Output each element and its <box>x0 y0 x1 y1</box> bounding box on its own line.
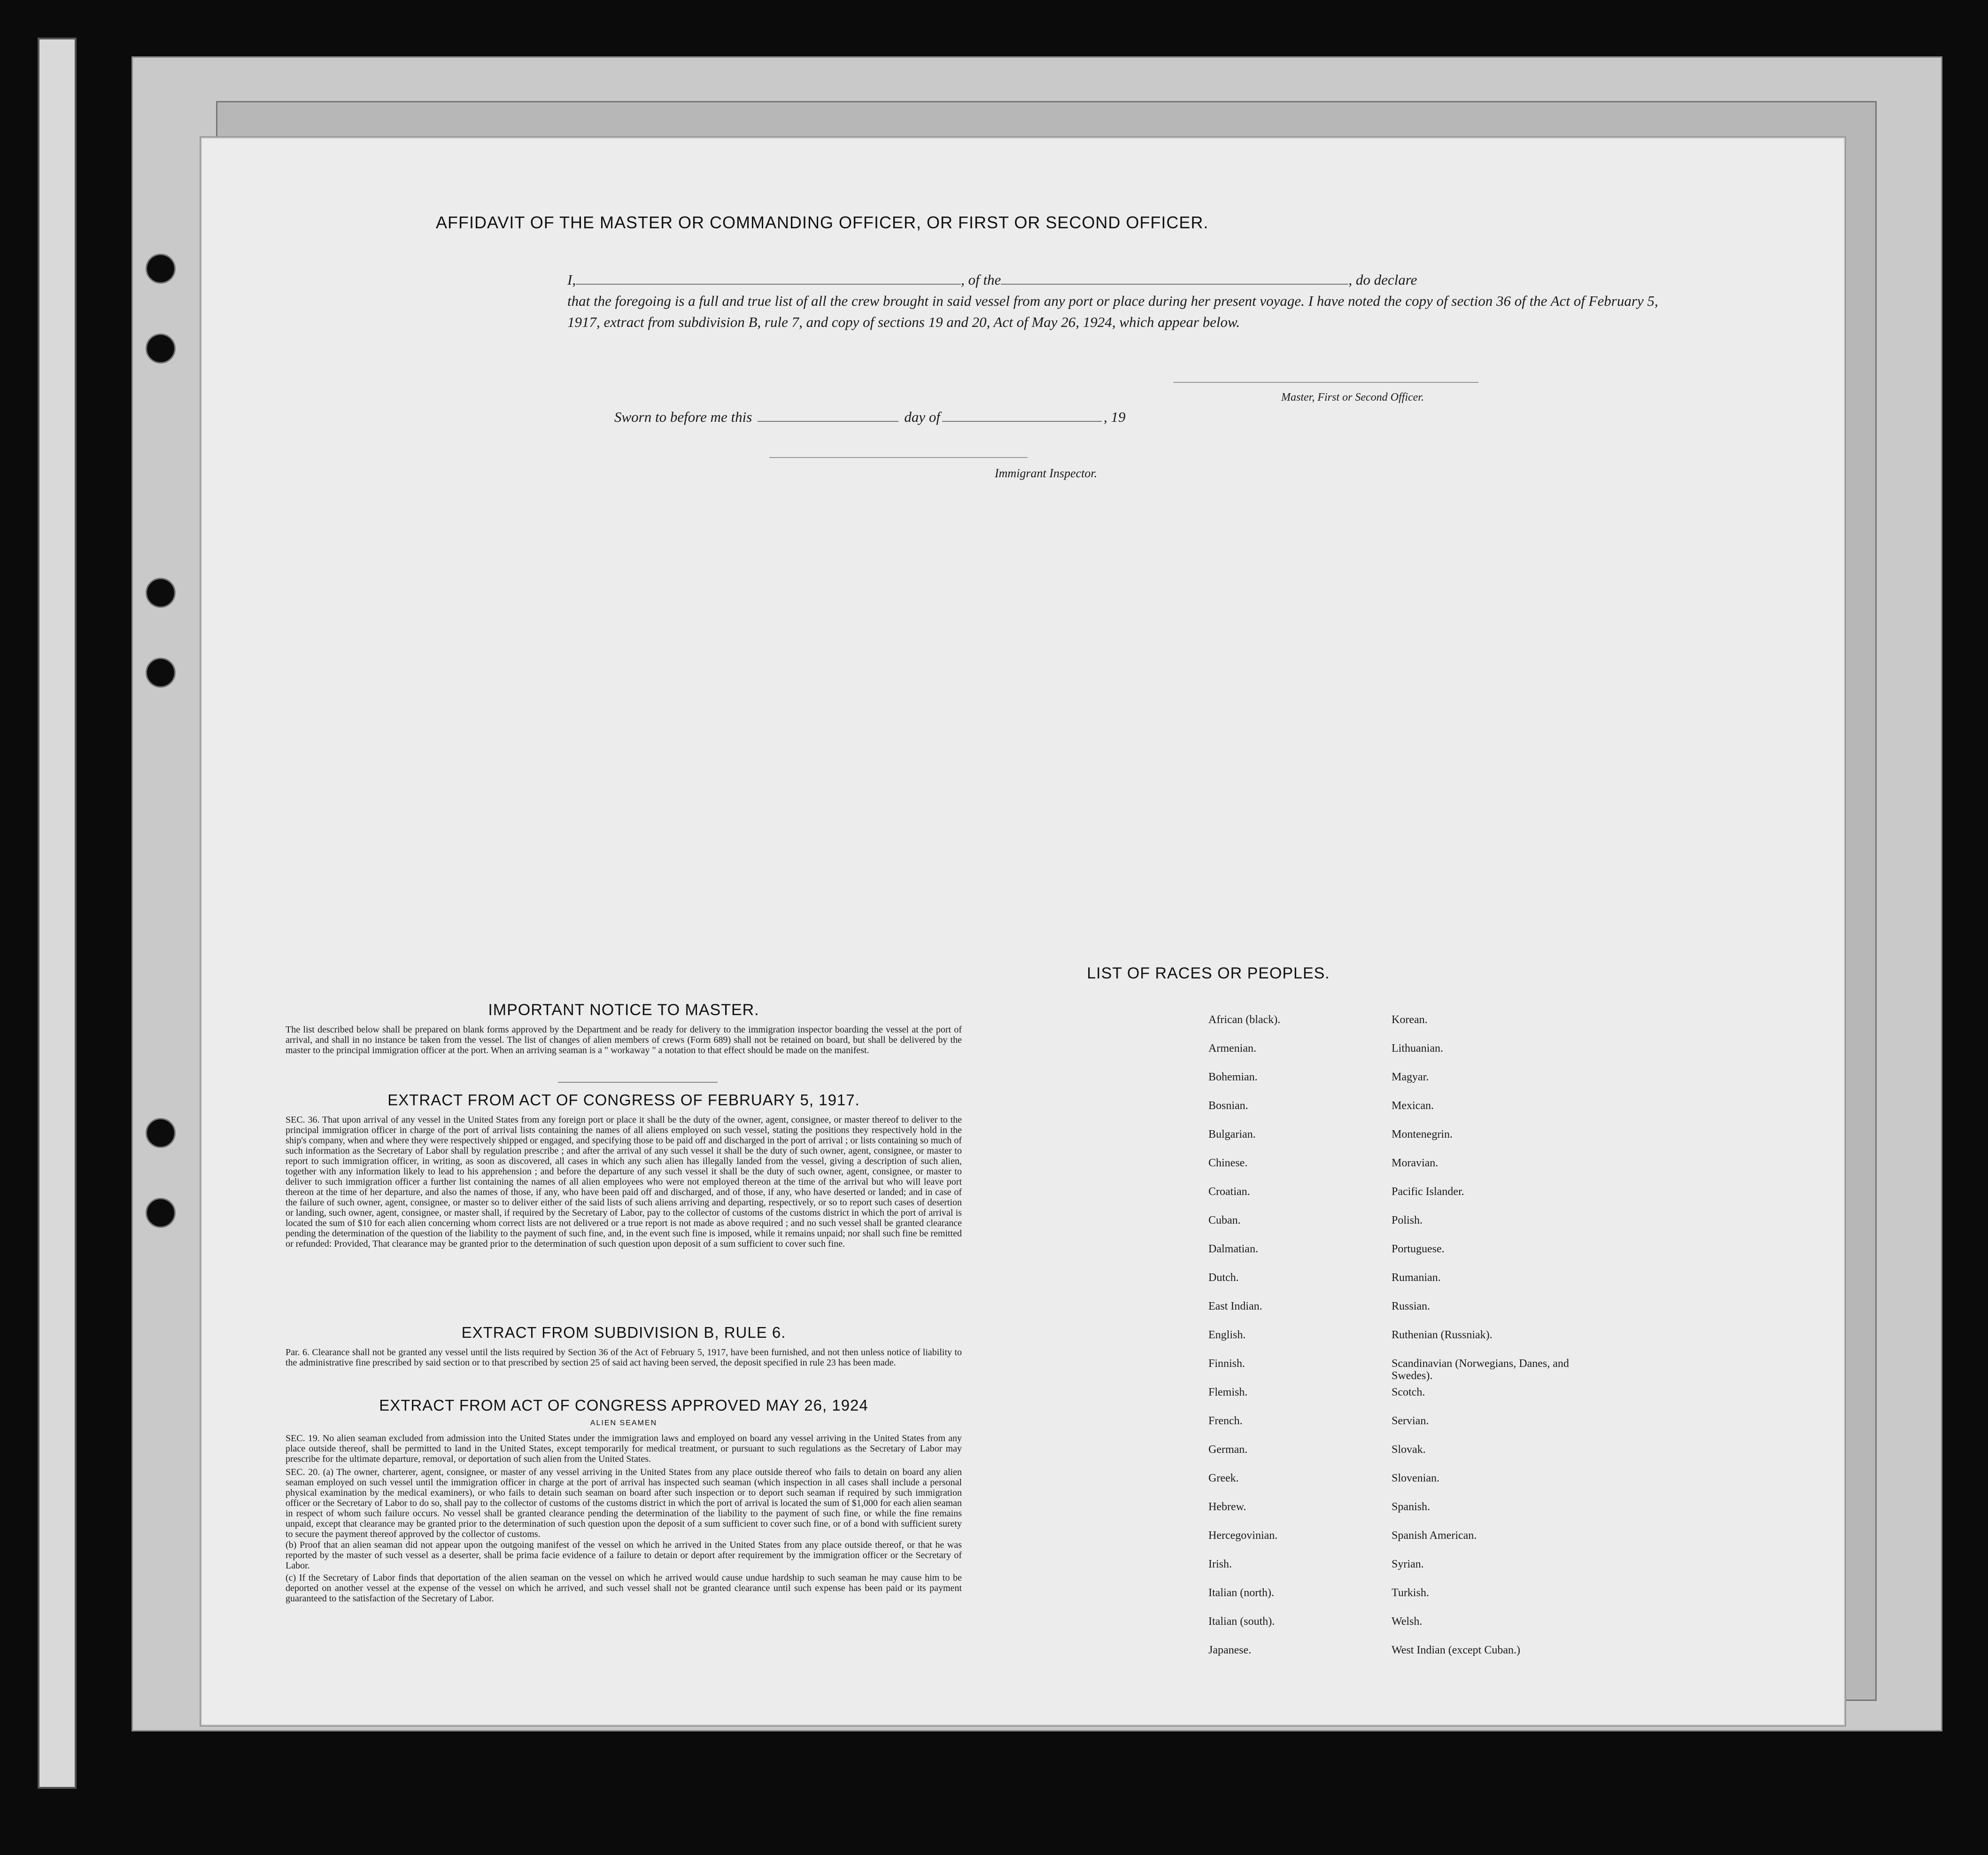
divider <box>558 1082 718 1083</box>
year-label: , 19 <box>1103 409 1126 425</box>
sec20c-text: (c) If the Secretary of Labor finds that deportation of the alien seaman on the vessel on which he arrived would cause undue hardship to such seaman he may cause him to be deported on another vessel at the expense of the vessel on which he arrived, and such vessel shall not be granted clearance until such expense has been paid or its payment guaranteed to the satisfaction of the Secretary of Labor. <box>286 1573 962 1604</box>
race-item: Mexican. <box>1392 1100 1434 1112</box>
race-item: Greek. <box>1208 1472 1239 1484</box>
binder-hole <box>146 578 176 608</box>
race-item: Japanese. <box>1208 1644 1252 1656</box>
extract-1917-title: EXTRACT FROM ACT OF CONGRESS OF FEBRUARY 5, 1917. <box>387 1091 860 1109</box>
race-item: English. <box>1208 1329 1246 1341</box>
race-item: Rumanian. <box>1392 1272 1441 1284</box>
race-item: Turkish. <box>1392 1587 1429 1599</box>
sec20a-text: SEC. 20. (a) The owner, charterer, agent, consignee, or master of any vessel arriving in the United States from any place outside thereof who fails to detain on board any alien seaman employed on such vessel until the immigration officer in charge at the port of arrival has inspected such seaman (which inspection in all cases shall include a personal physical examination by the medical examiners), or who fails to detain such seaman on board after such inspection or to deport such seaman if required by such immigration officer or the Secretary of Labor to do so, shall pay to the collector of customs of the customs district in which the port of arrival is located the sum of $1,000 for each alien seaman in respect of whom such failure occurs. No vessel shall be granted clearance pending the determination of the liability to the payment of such fine, or while the fine remains unpaid, except that clearance may be granted prior to the determination of such question upon the deposit of a sum sufficient to cover such fine, or of a bond with sufficient surety to secure the payment thereof approved by the collector of customs. <box>286 1467 962 1539</box>
sworn-day-field[interactable] <box>758 408 898 422</box>
master-name-field[interactable] <box>576 271 961 285</box>
binder-hole <box>146 334 176 364</box>
affidavit-page <box>200 136 1846 1727</box>
race-item: Bosnian. <box>1208 1100 1248 1112</box>
extract-rule6-title: EXTRACT FROM SUBDIVISION B, RULE 6. <box>461 1324 786 1341</box>
binder-hole <box>146 1198 176 1228</box>
notice-body: The list described below shall be prepared on blank forms approved by the Department and be ready for delivery to the immigration inspector boarding the vessel at the port of arrival, and shall in no instance be taken from the vessel. The list of changes of alien members of crews (Form 689) shall not be retained on board, but shall be delivered by the master to the principal immigration officer at the port. When an arriving seaman is a " workaway " a notation to that effect should be made on the manifest. <box>286 1025 962 1056</box>
race-item: Slovenian. <box>1392 1472 1439 1484</box>
race-item: Scotch. <box>1392 1386 1425 1398</box>
races-column-1 <box>1208 1014 1387 1673</box>
race-item: Magyar. <box>1392 1071 1429 1083</box>
race-item: African (black). <box>1208 1014 1281 1026</box>
race-item: Flemish. <box>1208 1386 1248 1398</box>
race-item: Dutch. <box>1208 1272 1239 1284</box>
race-item: Cuban. <box>1208 1214 1241 1226</box>
vessel-name-field[interactable] <box>1001 271 1348 285</box>
race-item: Italian (south). <box>1208 1615 1275 1628</box>
sec19-text: SEC. 19. No alien seaman excluded from admission into the United States under the immigration laws and employed on board any vessel arriving in the United States from any place outside thereof, shall be permitted to land in the United States, except temporarily for medical treatment, or pursuant to such regulations as the Secretary of Labor may prescribe for the ultimate departure, removal, or deportation of such alien from the United States. <box>286 1433 962 1464</box>
extract-1924-subtitle: ALIEN SEAMEN <box>590 1419 658 1427</box>
race-item: Finnish. <box>1208 1358 1245 1370</box>
sworn-line <box>614 408 1125 426</box>
sworn-month-field[interactable] <box>942 408 1102 422</box>
day-of-label: day of <box>904 409 940 425</box>
race-item: Polish. <box>1392 1214 1423 1226</box>
race-item: Syrian. <box>1392 1558 1424 1570</box>
race-item: Chinese. <box>1208 1157 1248 1169</box>
extract-1924-title: EXTRACT FROM ACT OF CONGRESS APPROVED MAY 26, 1924 <box>379 1397 868 1414</box>
declaration-block <box>567 269 1694 333</box>
sec20b-text: (b) Proof that an alien seaman did not appear upon the outgoing manifest of the vessel on which he arrived in the United States from any place outside thereof, or that he was reported by the master of such vessel as a deserter, shall be prima facie evidence of a failure to detain or deport after requirement by the immigration officer or the Secretary of Labor. <box>286 1540 962 1571</box>
binder-hole <box>146 254 176 284</box>
binder-spine <box>38 38 77 1789</box>
race-item: Hercegovinian. <box>1208 1529 1278 1542</box>
race-item: Korean. <box>1392 1014 1428 1026</box>
race-item: Moravian. <box>1392 1157 1439 1169</box>
race-item: French. <box>1208 1415 1243 1427</box>
master-caption: Master, First or Second Officer. <box>1281 391 1424 404</box>
race-item: Welsh. <box>1392 1615 1423 1628</box>
race-item: Scandinavian (Norwegians, Danes, and Swedes). <box>1392 1358 1569 1382</box>
race-item: Russian. <box>1392 1300 1431 1312</box>
race-item: Ruthenian (Russniak). <box>1392 1329 1493 1341</box>
notice-title: IMPORTANT NOTICE TO MASTER. <box>488 1001 759 1019</box>
race-item: Slovak. <box>1392 1444 1426 1456</box>
race-item: Lithuanian. <box>1392 1042 1443 1055</box>
race-item: Servian. <box>1392 1415 1429 1427</box>
race-item: Croatian. <box>1208 1186 1250 1198</box>
declaration-statement: that the foregoing is a full and true list of all the crew brought in said vessel from any port or place during her present voyage. I have noted the copy of section 36 of the Act of February 5, 1917, extract from subdivision B, rule 7, and copy of sections 19 and 20, Act of May 26, 1924, which appear below. <box>567 293 1658 330</box>
affidavit-title: AFFIDAVIT OF THE MASTER OR COMMANDING OFFICER, OR FIRST OR SECOND OFFICER. <box>436 213 1209 232</box>
extract-rule6-body: Par. 6. Clearance shall not be granted any vessel until the lists required by Section 36 of the Act of February 5, 1917, have been furnished, and not then unless notice of liability to the administrative fine prescribed by said section or to that prescribed by section 25 of said act having been served, the deposit specified in rule 23 has been made. <box>286 1347 962 1368</box>
i-label: I, <box>567 272 576 288</box>
race-item: Bohemian. <box>1208 1071 1258 1083</box>
race-item: Pacific Islander. <box>1392 1186 1464 1198</box>
extract-1917-body: SEC. 36. That upon arrival of any vessel in the United States from any foreign port or place it shall be the duty of the owner, agent, consignee, or master thereof to deliver to the principal immigration officer in charge of the port of arrival lists containing the names of all aliens employed on such vessel, stating the positions they respectively hold in the ship's company, when and where they were respectively shipped or engaged, and specifying those to be paid off and discharged in the port of arrival ; or lists containing so much of such information as the Secretary of Labor shall by regulation prescribe ; and after the arrival of any such vessel it shall be the duty of such owner, agent, consignee, or master to report to such immigration officer, in writing, as soon as discovered, all cases in which any such alien has illegally landed from the vessel, giving a description of such alien, together with any information likely to lead to his apprehension ; and before the departure of any such vessel it shall be the duty of such owner, agent, consignee, or master to deliver to such immigration officer a further list containing the names of all alien employees who were not employed thereon at the time of the arrival but who will leave port thereon at the time of her departure, and also the names of those, if any, who have been paid off and discharged, and of those, if any, who have deserted or landed; and in case of the failure of such owner, agent, consignee, or master so to deliver either of the said lists of such aliens arriving and departing, respectively, or so to report such cases of desertion or landing, such owner, agent, consignee, or master shall, if required by the Secretary of Labor, pay to the collector of customs of the customs district in which the port of arrival is located the sum of $10 for each alien concerning whom correct lists are not delivered or a true report is not made as above required ; and no such vessel shall be granted clearance pending the determination of the question of the liability to the payment of such fine, and, in the event such fine is imposed, while it remains unpaid; nor shall such fine be remitted or refunded: Provided, That clearance may be granted prior to the determination of such question upon deposit of a sum sufficient to cover such fine. <box>286 1115 962 1249</box>
race-item: East Indian. <box>1208 1300 1262 1312</box>
races-column-2 <box>1392 1014 1589 1673</box>
sworn-label: Sworn to before me this <box>614 409 752 425</box>
race-item: Spanish. <box>1392 1501 1431 1513</box>
race-item: Italian (north). <box>1208 1587 1274 1599</box>
race-item: Irish. <box>1208 1558 1232 1570</box>
inspector-signature-field[interactable] <box>769 457 1028 458</box>
race-item: Armenian. <box>1208 1042 1256 1055</box>
race-item: Spanish American. <box>1392 1529 1477 1542</box>
races-title: LIST OF RACES OR PEOPLES. <box>1087 964 1330 982</box>
master-signature-field[interactable] <box>1173 382 1478 383</box>
race-item: German. <box>1208 1444 1248 1456</box>
race-item: West Indian (except Cuban.) <box>1392 1644 1520 1656</box>
binder-hole <box>146 1118 176 1148</box>
do-declare-label: , do declare <box>1348 272 1417 288</box>
race-item: Montenegrin. <box>1392 1128 1453 1141</box>
race-item: Portuguese. <box>1392 1243 1445 1255</box>
inspector-caption: Immigrant Inspector. <box>995 466 1098 480</box>
race-item: Dalmatian. <box>1208 1243 1258 1255</box>
race-item: Bulgarian. <box>1208 1128 1256 1141</box>
race-item: Hebrew. <box>1208 1501 1246 1513</box>
binder-hole <box>146 658 176 688</box>
of-the-label: , of the <box>961 272 1001 288</box>
